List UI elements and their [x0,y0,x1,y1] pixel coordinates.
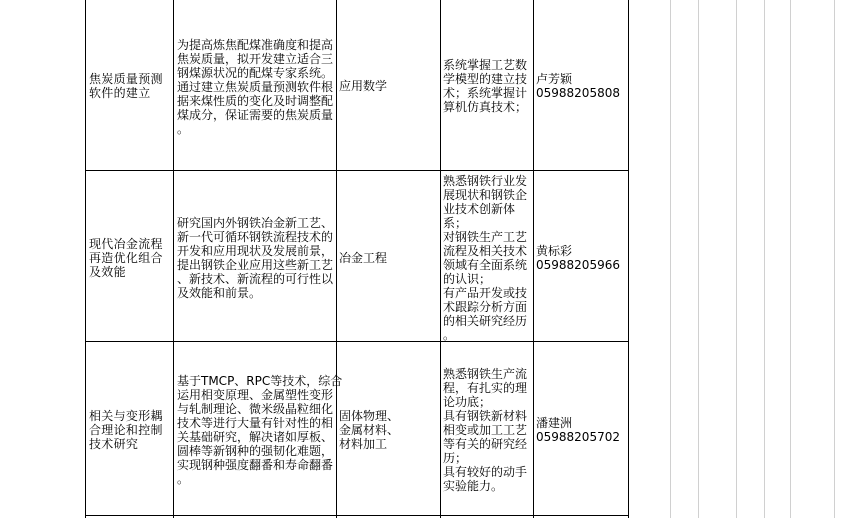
requirement-line: 论功底； [443,395,492,409]
column-border [533,0,534,518]
content-line: 煤成分，保证需要的焦炭质量 [177,108,334,122]
requirement-line: 对钢铁生产工艺 [443,230,528,244]
requirement-line: 学模型的建立技 [443,72,528,86]
content-line: 及效能和前景。 [177,286,262,300]
contact-name: 黄标彩 [536,244,573,258]
requirement-line: 领域有全面系统 [443,258,528,272]
project-title-line: 现代冶金流程 [89,237,163,251]
contact-cell[interactable] [536,72,620,100]
content-line: 、新技术、新流程的可行性以 [177,272,334,286]
column-border [440,0,441,518]
content-line: 为提高炼焦配煤准确度和提高 [177,38,334,52]
requirement-line: 熟悉钢铁生产流 [443,367,528,381]
requirement-line: 等有关的研究经 [443,437,528,451]
contact-name: 卢芳颖 [536,72,573,86]
project-title-line: 再造优化组合 [89,251,163,265]
project-content-cell[interactable] [177,216,333,300]
column-border [85,0,86,518]
requirement-line: 算机仿真技术； [443,100,528,114]
requirement-line: 的认识； [443,272,492,286]
column-border [173,0,174,518]
content-line: 基于TMCP、RPC等技术，综合 [177,374,343,388]
row-border [85,515,629,516]
discipline-line: 材料加工 [339,437,388,451]
content-line: 。 [177,122,190,136]
project-title-line: 及效能 [89,265,126,279]
project-title-line: 焦炭质量预测 [89,72,163,86]
requirement-line: 术；系统掌握计 [443,86,528,100]
gridline [834,0,835,518]
project-content-cell[interactable] [177,374,342,486]
requirement-line: 熟悉钢铁行业发 [443,174,528,188]
requirement-line: 的相关研究经历 [443,314,528,328]
project-title-line: 软件的建立 [89,86,151,100]
requirement-line: 。 [443,328,456,342]
project-title-cell[interactable] [89,72,163,100]
discipline-line: 冶金工程 [339,251,388,265]
discipline-line: 固体物理、 [339,409,400,423]
content-line: 钢煤源状况的配煤专家系统。 [177,66,334,80]
row-border [85,170,629,171]
content-line: 提出钢铁企业应用这些新工艺 [177,258,334,272]
content-line: 技术等进行大量有针对性的相 [177,416,334,430]
content-line: 据来煤性质的变化及时调整配 [177,94,334,108]
contact-cell[interactable] [536,244,620,272]
project-title-line: 相关与变形耦 [89,409,163,423]
gridline [670,0,671,518]
requirements-cell[interactable] [443,174,527,342]
discipline-cell[interactable] [339,409,399,451]
requirement-line: 历； [443,451,468,465]
requirement-line: 具有较好的动手 [443,465,528,479]
requirement-line: 具有钢铁新材料 [443,409,528,423]
gridline [764,0,765,518]
discipline-cell[interactable] [339,251,387,265]
requirement-line: 实验能力。 [443,479,504,493]
requirement-line: 有产品开发或技 [443,286,528,300]
discipline-line: 金属材料、 [339,423,400,437]
row-border [85,341,629,342]
discipline-cell[interactable] [339,79,387,93]
requirement-line: 术跟踪分析方面 [443,300,528,314]
contact-phone: 05988205966 [536,258,620,272]
column-border [628,0,629,518]
requirement-line: 展现状和钢铁企 [443,188,528,202]
content-line: 运用相变原理、金属塑性变形 [177,388,334,402]
project-title-cell[interactable] [89,409,163,451]
requirements-cell[interactable] [443,58,527,114]
requirement-line: 程，有扎实的理 [443,381,528,395]
requirement-line: 相变或加工工艺 [443,423,528,437]
content-line: 焦炭质量，拟开发建立适合三 [177,52,334,66]
project-title-cell[interactable] [89,237,163,279]
content-line: 新一代可循环钢铁流程技术的 [177,230,334,244]
content-line: 研究国内外钢铁冶金新工艺、 [177,216,334,230]
contact-phone: 05988205702 [536,430,620,444]
content-line: 关基础研究，解决诸如厚板、 [177,430,334,444]
discipline-line: 应用数学 [339,79,388,93]
requirement-line: 系统掌握工艺数 [443,58,528,72]
project-title-line: 技术研究 [89,437,139,451]
content-line: 。 [177,472,190,486]
gridline [698,0,699,518]
requirements-cell[interactable] [443,367,527,493]
contact-phone: 05988205808 [536,86,620,100]
content-line: 圆棒等新钢种的强韧化难题， [177,444,334,458]
gridline [790,0,791,518]
contact-name: 潘建洲 [536,416,573,430]
project-content-cell[interactable] [177,38,333,136]
requirement-line: 业技术创新体 [443,202,516,216]
gridline [736,0,737,518]
contact-cell[interactable] [536,416,620,444]
project-title-line: 合理论和控制 [89,423,163,437]
content-line: 实现钢种强度翻番和寿命翻番 [177,458,334,472]
content-line: 开发和应用现状及发展前景， [177,244,334,258]
content-line: 通过建立焦炭质量预测软件根 [177,80,334,94]
requirement-line: 系； [443,216,468,230]
content-line: 与轧制理论、微米级晶粒细化 [177,402,334,416]
requirement-line: 流程及相关技术 [443,244,528,258]
